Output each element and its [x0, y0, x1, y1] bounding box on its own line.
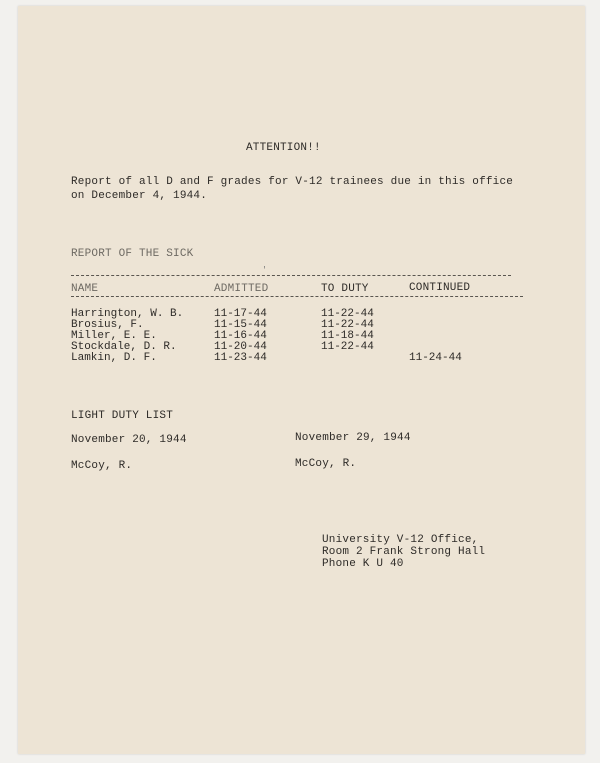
signature-line-1: University V-12 Office,: [322, 534, 479, 546]
intro-line-1: Report of all D and F grades for V-12 trainees due in this office: [71, 176, 514, 188]
column-header-name: NAME: [71, 283, 99, 295]
light-duty-heading: LIGHT DUTY LIST: [71, 410, 174, 422]
light-duty-date-left: November 20, 1944: [71, 434, 187, 446]
cell-admitted: 11-23-44: [214, 352, 267, 364]
paper-speck: ': [262, 266, 267, 275]
cell-name: Miller, E. E.: [71, 330, 157, 342]
table-row: [71, 330, 521, 341]
intro-line-2: on December 4, 1944.: [71, 190, 208, 202]
cell-name: Brosius, F.: [71, 319, 144, 331]
cell-to-duty: 11-22-44: [321, 341, 374, 353]
cell-to-duty: 11-18-44: [321, 330, 374, 342]
table-row: [71, 341, 521, 352]
light-duty-date-right: November 29, 1944: [295, 432, 411, 444]
cell-admitted: 11-15-44: [214, 319, 267, 331]
cell-admitted: 11-17-44: [214, 308, 267, 320]
cell-to-duty: 11-22-44: [321, 308, 374, 320]
cell-name: Stockdale, D. R.: [71, 341, 177, 353]
table-row: [71, 308, 521, 319]
signature-line-2: Room 2 Frank Strong Hall: [322, 546, 486, 558]
column-header-continued: CONTINUED: [409, 282, 471, 294]
cell-name: Harrington, W. B.: [71, 308, 184, 320]
page-title: ATTENTION!!: [246, 142, 321, 154]
light-duty-name-right: McCoy, R.: [295, 458, 357, 470]
cell-admitted: 11-16-44: [214, 330, 267, 342]
sick-report-heading: REPORT OF THE SICK: [71, 248, 194, 260]
table-row: [71, 352, 521, 363]
column-header-to-duty: TO DUTY: [321, 283, 369, 295]
cell-name: Lamkin, D. F.: [71, 352, 157, 364]
document-page: [18, 6, 585, 754]
table-row: [71, 319, 521, 330]
light-duty-name-left: McCoy, R.: [71, 460, 133, 472]
cell-continued: 11-24-44: [409, 352, 462, 364]
cell-admitted: 11-20-44: [214, 341, 267, 353]
column-header-admitted: ADMITTED: [214, 283, 269, 295]
table-header-rule: [71, 296, 523, 297]
signature-line-3: Phone K U 40: [322, 558, 404, 570]
table-top-rule: [71, 275, 511, 276]
cell-to-duty: 11-22-44: [321, 319, 374, 331]
